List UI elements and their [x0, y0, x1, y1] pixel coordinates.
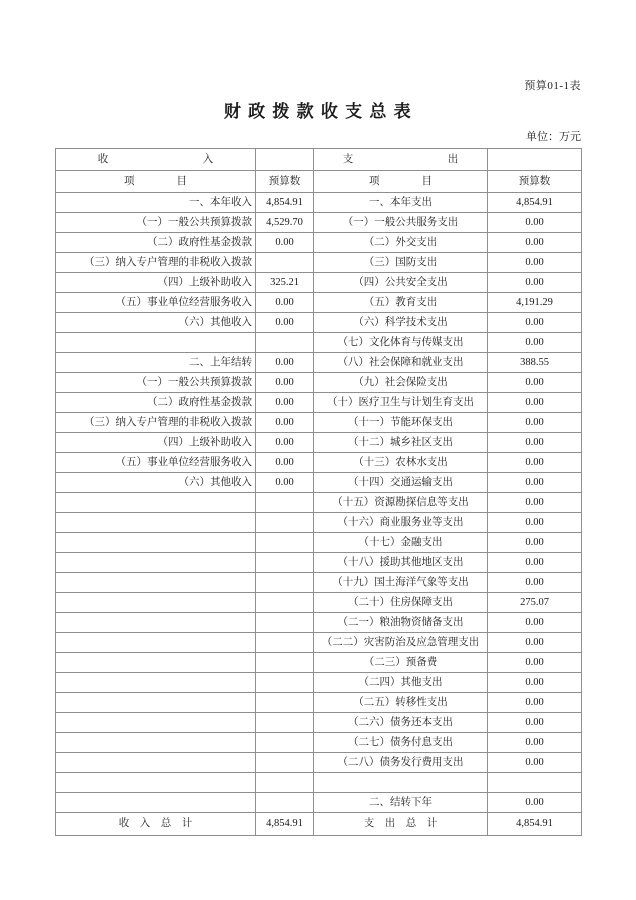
income-budget-cell: 0.00: [256, 433, 314, 453]
income-budget-cell: [256, 333, 314, 353]
expense-budget-cell: 275.07: [488, 593, 582, 613]
expense-budget-cell: 0.00: [488, 273, 582, 293]
income-budget-cell: [256, 553, 314, 573]
income-item-cell: （五）事业单位经营服务收入: [56, 293, 256, 313]
table-row: [56, 493, 582, 513]
table-row: [56, 373, 582, 393]
totals-row: [56, 813, 582, 836]
income-item-cell: [56, 553, 256, 573]
expense-item-cell: （六）科学技术支出: [314, 313, 488, 333]
table-row: [56, 733, 582, 753]
table-row: [56, 693, 582, 713]
table-row: [56, 193, 582, 213]
income-budget-cell: [256, 773, 314, 793]
expense-item-cell: （十）医疗卫生与计划生育支出: [314, 393, 488, 413]
income-budget-cell: [256, 653, 314, 673]
expense-item-cell: （二一）粮油物资储备支出: [314, 613, 488, 633]
table-row: [56, 613, 582, 633]
income-item-cell: （三）纳入专户管理的非税收入拨款: [56, 413, 256, 433]
table-row: [56, 513, 582, 533]
table-row: [56, 653, 582, 673]
table-row: [56, 293, 582, 313]
table-row: [56, 313, 582, 333]
income-item-cell: 一、本年收入: [56, 193, 256, 213]
income-budget-cell: 4,529.70: [256, 213, 314, 233]
income-item-cell: [56, 673, 256, 693]
income-item-cell: （四）上级补助收入: [56, 273, 256, 293]
income-budget-cell: [256, 593, 314, 613]
income-item-cell: [56, 573, 256, 593]
table-row: [56, 753, 582, 773]
income-budget-cell: 0.00: [256, 373, 314, 393]
income-budget-cell: 0.00: [256, 453, 314, 473]
expense-item-cell: （二四）其他支出: [314, 673, 488, 693]
income-budget-cell: [256, 513, 314, 533]
income-item-cell: [56, 513, 256, 533]
income-item-cell: （二）政府性基金拨款: [56, 233, 256, 253]
income-budget-cell: [256, 493, 314, 513]
income-item-cell: [56, 533, 256, 553]
income-item-cell: [56, 613, 256, 633]
expense-budget-cell: 0.00: [488, 713, 582, 733]
income-item-cell: [56, 773, 256, 793]
table-body: [56, 193, 582, 813]
income-item-cell: [56, 733, 256, 753]
group-header-row: [56, 149, 582, 171]
income-item-cell: （一）一般公共预算拨款: [56, 213, 256, 233]
expense-item-cell: （二）外交支出: [314, 233, 488, 253]
income-budget-cell: 0.00: [256, 413, 314, 433]
income-group-header-spacer: [256, 149, 314, 171]
income-item-cell: [56, 633, 256, 653]
form-code: 预算01-1表: [524, 80, 581, 92]
table-row: [56, 333, 582, 353]
income-item-cell: [56, 693, 256, 713]
expense-item-cell: （八）社会保障和就业支出: [314, 353, 488, 373]
table-row: [56, 533, 582, 553]
income-budget-cell: [256, 533, 314, 553]
expense-budget-cell: 4,854.91: [488, 193, 582, 213]
income-item-col-header: 项 目: [56, 171, 256, 193]
expense-budget-cell: [488, 773, 582, 793]
income-total-value: 4,854.91: [256, 813, 314, 836]
table-row: [56, 213, 582, 233]
income-budget-cell: [256, 253, 314, 273]
expense-item-cell: （十四）交通运输支出: [314, 473, 488, 493]
income-budget-cell: [256, 573, 314, 593]
income-item-cell: 二、上年结转: [56, 353, 256, 373]
income-item-cell: （一）一般公共预算拨款: [56, 373, 256, 393]
income-budget-col-header: 预算数: [256, 171, 314, 193]
expense-item-cell: （二八）债务发行费用支出: [314, 753, 488, 773]
income-item-cell: （六）其他收入: [56, 313, 256, 333]
income-budget-cell: 0.00: [256, 313, 314, 333]
expense-budget-cell: 0.00: [488, 333, 582, 353]
income-total-label: 收 入 总 计: [56, 813, 256, 836]
income-budget-cell: 0.00: [256, 233, 314, 253]
expense-item-cell: （二五）转移性支出: [314, 693, 488, 713]
table-row: [56, 593, 582, 613]
table-row: [56, 433, 582, 453]
income-budget-cell: 4,854.91: [256, 193, 314, 213]
expense-budget-cell: 0.00: [488, 453, 582, 473]
expense-budget-cell: 0.00: [488, 553, 582, 573]
table-row: [56, 353, 582, 373]
expense-item-cell: （一）一般公共服务支出: [314, 213, 488, 233]
expense-item-col-header: 项 目: [314, 171, 488, 193]
expense-item-cell: （五）教育支出: [314, 293, 488, 313]
unit-note: 单位：万元: [526, 131, 581, 143]
income-item-cell: [56, 793, 256, 813]
expense-item-cell: 一、本年支出: [314, 193, 488, 213]
income-item-cell: （三）纳入专户管理的非税收入拨款: [56, 253, 256, 273]
income-budget-cell: [256, 613, 314, 633]
expense-budget-cell: 0.00: [488, 393, 582, 413]
income-budget-cell: 0.00: [256, 353, 314, 373]
expense-budget-cell: 0.00: [488, 733, 582, 753]
expense-group-header: 支 出: [314, 149, 488, 171]
table-row: [56, 713, 582, 733]
expense-item-cell: 二、结转下年: [314, 793, 488, 813]
income-item-cell: [56, 713, 256, 733]
expense-item-cell: （十九）国土海洋气象等支出: [314, 573, 488, 593]
expense-budget-cell: 0.00: [488, 653, 582, 673]
income-budget-cell: 325.21: [256, 273, 314, 293]
expense-group-header-spacer: [488, 149, 582, 171]
expense-budget-cell: 0.00: [488, 793, 582, 813]
expense-budget-cell: 4,191.29: [488, 293, 582, 313]
expense-budget-cell: 0.00: [488, 413, 582, 433]
income-item-cell: （六）其他收入: [56, 473, 256, 493]
income-budget-cell: 0.00: [256, 293, 314, 313]
income-item-cell: （二）政府性基金拨款: [56, 393, 256, 413]
table-row: [56, 633, 582, 653]
budget-table: [55, 148, 582, 836]
expense-budget-cell: 0.00: [488, 373, 582, 393]
expense-item-cell: （十八）援助其他地区支出: [314, 553, 488, 573]
expense-item-cell: （十五）资源勘探信息等支出: [314, 493, 488, 513]
table-row: [56, 253, 582, 273]
expense-item-cell: （十三）农林水支出: [314, 453, 488, 473]
income-budget-cell: [256, 673, 314, 693]
expense-budget-cell: 0.00: [488, 753, 582, 773]
table-row: [56, 553, 582, 573]
income-budget-cell: [256, 793, 314, 813]
expense-total-value: 4,854.91: [488, 813, 582, 836]
expense-budget-cell: 0.00: [488, 613, 582, 633]
expense-item-cell: （二七）债务付息支出: [314, 733, 488, 753]
income-budget-cell: 0.00: [256, 473, 314, 493]
column-header-row: [56, 171, 582, 193]
expense-item-cell: （二三）预备费: [314, 653, 488, 673]
expense-budget-cell: 0.00: [488, 253, 582, 273]
table-row: [56, 673, 582, 693]
expense-budget-cell: 0.00: [488, 493, 582, 513]
expense-total-label: 支 出 总 计: [314, 813, 488, 836]
expense-item-cell: （二十）住房保障支出: [314, 593, 488, 613]
expense-item-cell: （三）国防支出: [314, 253, 488, 273]
expense-item-cell: （九）社会保险支出: [314, 373, 488, 393]
income-item-cell: （四）上级补助收入: [56, 433, 256, 453]
expense-budget-cell: 0.00: [488, 673, 582, 693]
page-title: 财 政 拨 款 收 支 总 表: [223, 102, 413, 121]
income-budget-cell: [256, 693, 314, 713]
expense-item-cell: （十二）城乡社区支出: [314, 433, 488, 453]
income-budget-cell: [256, 713, 314, 733]
table-row: [56, 453, 582, 473]
expense-budget-cell: 0.00: [488, 213, 582, 233]
income-item-cell: （五）事业单位经营服务收入: [56, 453, 256, 473]
table-row: [56, 393, 582, 413]
expense-item-cell: （十六）商业服务业等支出: [314, 513, 488, 533]
expense-budget-cell: 0.00: [488, 313, 582, 333]
expense-item-cell: [314, 773, 488, 793]
expense-budget-cell: 0.00: [488, 533, 582, 553]
expense-budget-cell: 0.00: [488, 693, 582, 713]
expense-budget-cell: 0.00: [488, 233, 582, 253]
expense-budget-cell: 0.00: [488, 513, 582, 533]
table-row: [56, 473, 582, 493]
income-group-header: 收 入: [56, 149, 256, 171]
income-item-cell: [56, 753, 256, 773]
expense-budget-col-header: 预算数: [488, 171, 582, 193]
table-row: [56, 413, 582, 433]
table-row: [56, 793, 582, 813]
expense-budget-cell: 0.00: [488, 433, 582, 453]
income-item-cell: [56, 333, 256, 353]
expense-item-cell: （二六）债务还本支出: [314, 713, 488, 733]
expense-item-cell: （二二）灾害防治及应急管理支出: [314, 633, 488, 653]
expense-item-cell: （十七）金融支出: [314, 533, 488, 553]
income-item-cell: [56, 493, 256, 513]
expense-budget-cell: 0.00: [488, 573, 582, 593]
income-budget-cell: [256, 633, 314, 653]
expense-budget-cell: 0.00: [488, 633, 582, 653]
income-item-cell: [56, 593, 256, 613]
income-budget-cell: [256, 753, 314, 773]
table-row: [56, 773, 582, 793]
expense-item-cell: （四）公共安全支出: [314, 273, 488, 293]
table-row: [56, 573, 582, 593]
expense-item-cell: （十一）节能环保支出: [314, 413, 488, 433]
table-row: [56, 273, 582, 293]
income-item-cell: [56, 653, 256, 673]
table-footer: [56, 813, 582, 836]
expense-item-cell: （七）文化体育与传媒支出: [314, 333, 488, 353]
expense-budget-cell: 0.00: [488, 473, 582, 493]
table-header: [56, 149, 582, 193]
income-budget-cell: 0.00: [256, 393, 314, 413]
expense-budget-cell: 388.55: [488, 353, 582, 373]
income-budget-cell: [256, 733, 314, 753]
table-row: [56, 233, 582, 253]
